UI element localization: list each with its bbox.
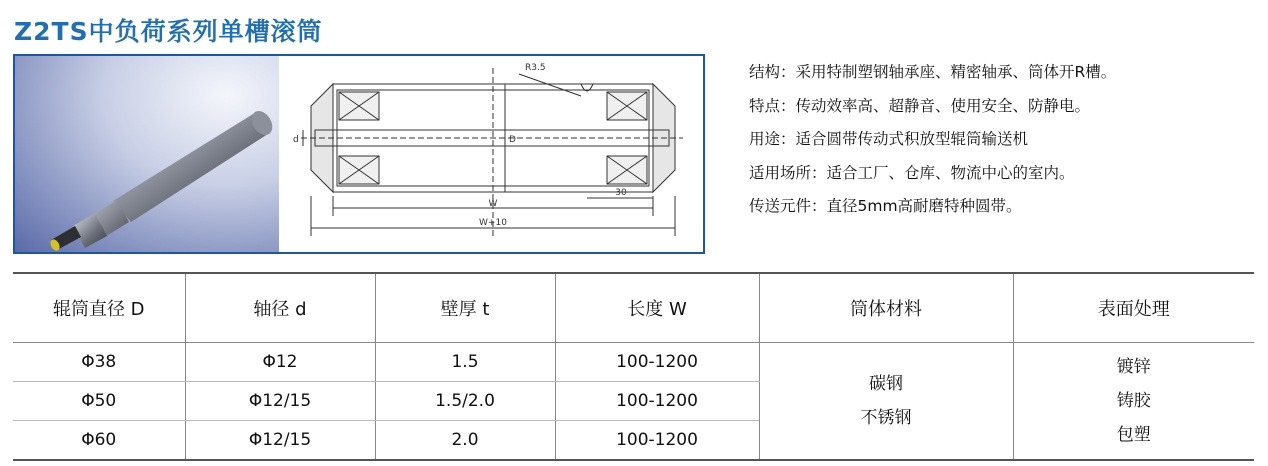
cell-material	[759, 343, 1013, 461]
material-item: 不锈钢	[860, 408, 912, 428]
header-wall: 壁厚 t	[375, 273, 555, 343]
cell-shaft: Φ12/15	[185, 421, 375, 461]
page-title: Z2TS中负荷系列单槽滚筒	[14, 17, 323, 46]
cell-diameter: Φ50	[13, 382, 185, 421]
transmission-line: 传送元件：直径5mm高耐磨特种圆带。	[749, 197, 1022, 215]
material-item: 碳钢	[869, 374, 903, 394]
finish-item: 镀锌	[1116, 357, 1151, 377]
header-material: 筒体材料	[759, 273, 1013, 343]
technical-drawing	[281, 56, 703, 252]
header-length: 长度 W	[555, 273, 759, 343]
header-diameter: 辊筒直径 D	[13, 273, 185, 343]
label-W10: W+10	[479, 218, 507, 228]
cell-wall: 1.5/2.0	[375, 382, 555, 421]
cell-length: 100-1200	[555, 343, 759, 382]
spec-description	[749, 56, 1259, 224]
cell-wall: 2.0	[375, 421, 555, 461]
label-W: W	[488, 199, 498, 209]
usage-line: 用途：适合圆带传动式积放型辊筒输送机	[749, 130, 1029, 148]
spec-table	[13, 272, 1254, 461]
roller-image	[15, 56, 279, 252]
cell-wall: 1.5	[375, 343, 555, 382]
product-figure	[13, 54, 705, 254]
roller-photo	[15, 56, 279, 252]
label-radius: R3.5	[525, 63, 546, 73]
finish-item: 铸胶	[1116, 391, 1151, 411]
label-d: d	[293, 135, 299, 145]
cell-diameter: Φ60	[13, 421, 185, 461]
cell-shaft: Φ12/15	[185, 382, 375, 421]
cell-diameter: Φ38	[13, 343, 185, 382]
cell-length: 100-1200	[555, 421, 759, 461]
cell-finish	[1013, 343, 1254, 461]
cell-length: 100-1200	[555, 382, 759, 421]
header-shaft: 轴径 d	[185, 273, 375, 343]
header-finish: 表面处理	[1013, 273, 1254, 343]
table-header-row	[13, 273, 1254, 343]
structure-line: 结构：采用特制塑钢轴承座、精密轴承、筒体开R槽。	[749, 63, 1117, 81]
label-30: 30	[615, 188, 627, 198]
application-line: 适用场所：适合工厂、仓库、物流中心的室内。	[749, 163, 1075, 182]
cross-section-drawing	[281, 56, 703, 252]
features-line: 特点：传动效率高、超静音、使用安全、防静电。	[749, 96, 1091, 115]
table-row	[13, 343, 1254, 382]
cell-shaft: Φ12	[185, 343, 375, 382]
finish-item: 包塑	[1116, 425, 1151, 445]
label-D: D	[509, 135, 516, 145]
